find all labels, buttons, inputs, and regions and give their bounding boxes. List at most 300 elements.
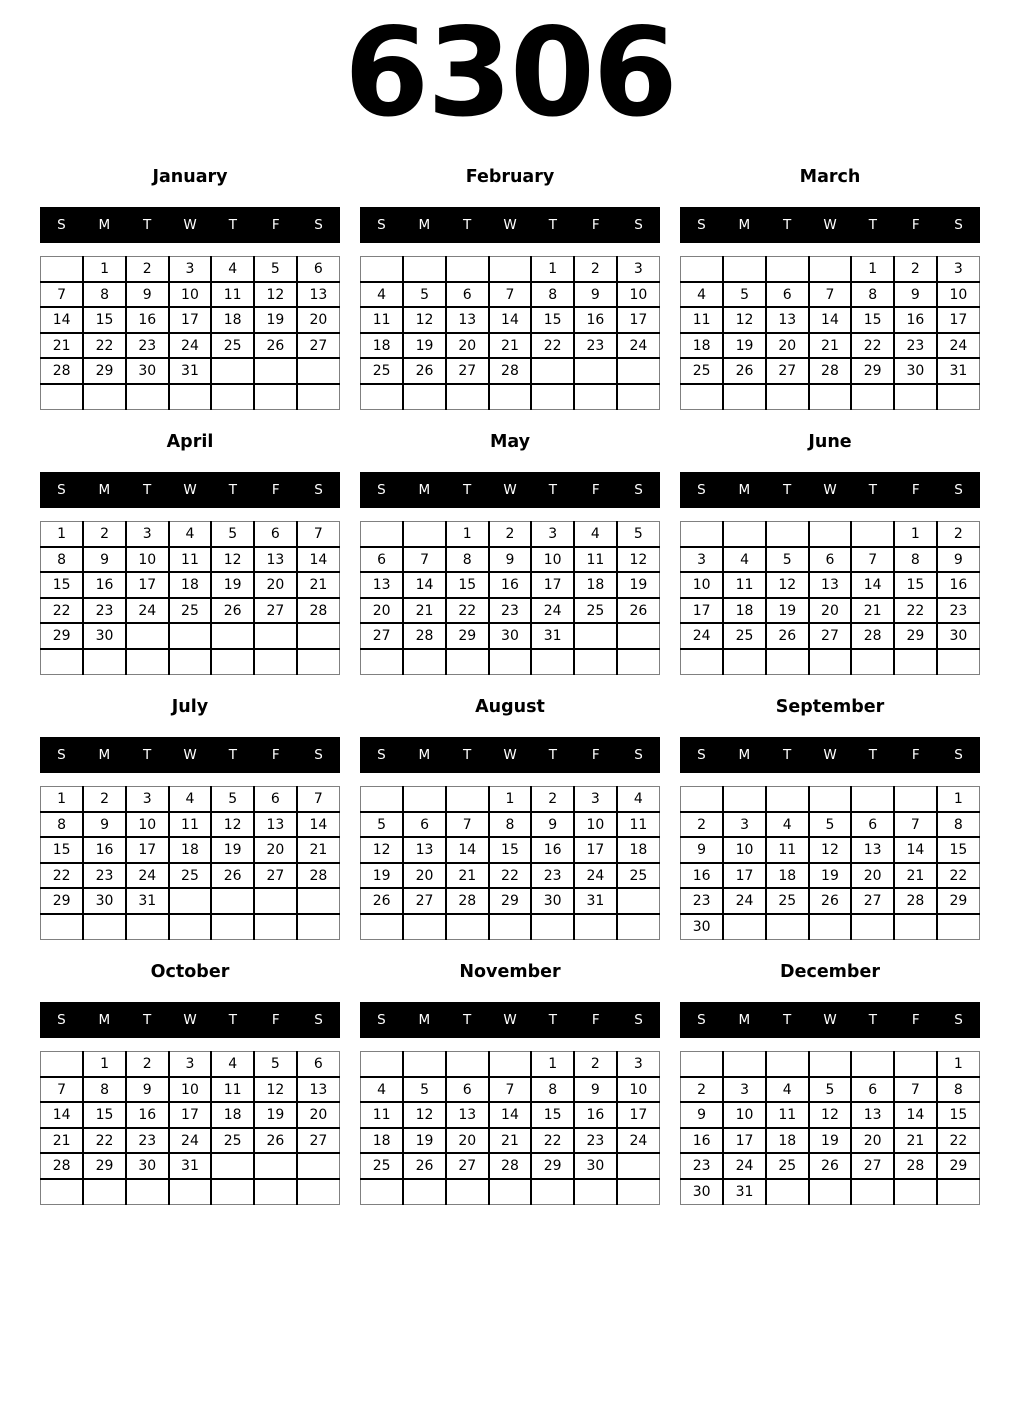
day-cell <box>809 256 852 282</box>
week-row <box>41 1179 340 1205</box>
week-row <box>41 1153 340 1179</box>
week-row <box>361 786 660 812</box>
day-cell: 7 <box>489 1077 532 1103</box>
day-cell <box>169 623 212 649</box>
weekday-label: T <box>463 1011 472 1028</box>
weekday-label: W <box>823 481 837 498</box>
day-cell: 17 <box>574 837 617 863</box>
day-cell: 8 <box>937 1077 980 1103</box>
day-cell: 20 <box>851 1128 894 1154</box>
day-cell: 11 <box>617 812 660 838</box>
day-cell: 25 <box>681 358 724 384</box>
weekday-header-bar <box>360 472 660 508</box>
day-cell: 12 <box>403 1102 446 1128</box>
day-cell: 12 <box>361 837 404 863</box>
day-cell: 19 <box>254 307 297 333</box>
day-cell: 9 <box>126 1077 169 1103</box>
day-cell: 8 <box>83 1077 126 1103</box>
week-row <box>361 837 660 863</box>
weekday-label: M <box>98 1011 111 1028</box>
day-cell: 11 <box>361 307 404 333</box>
day-cell: 26 <box>809 888 852 914</box>
week-row <box>361 1179 660 1205</box>
day-cell: 5 <box>809 1077 852 1103</box>
day-cell: 18 <box>169 572 212 598</box>
day-cell: 28 <box>489 358 532 384</box>
month-block <box>360 962 660 1205</box>
day-cell: 9 <box>937 547 980 573</box>
day-cell: 23 <box>681 888 724 914</box>
day-cell: 22 <box>531 333 574 359</box>
day-cell: 24 <box>126 863 169 889</box>
weekday-label: M <box>738 481 751 498</box>
day-cell: 6 <box>403 812 446 838</box>
weekday-label: M <box>738 216 751 233</box>
day-cell: 6 <box>851 812 894 838</box>
day-cell: 18 <box>617 837 660 863</box>
weekday-label: F <box>911 1011 920 1028</box>
day-cell: 2 <box>126 1051 169 1077</box>
day-cell <box>254 358 297 384</box>
day-cell: 13 <box>446 1102 489 1128</box>
weekday-label: W <box>823 1011 837 1028</box>
day-cell <box>574 1179 617 1205</box>
day-cell: 13 <box>361 572 404 598</box>
day-cell <box>297 358 340 384</box>
day-cell <box>446 256 489 282</box>
day-cell: 9 <box>681 837 724 863</box>
day-cell: 10 <box>681 572 724 598</box>
weekday-label: F <box>271 1011 280 1028</box>
day-cell: 26 <box>254 333 297 359</box>
day-cell: 27 <box>297 1128 340 1154</box>
week-row <box>361 812 660 838</box>
week-row <box>361 282 660 308</box>
day-cell: 21 <box>403 598 446 624</box>
day-cell: 10 <box>617 282 660 308</box>
day-cell: 18 <box>681 333 724 359</box>
day-cell <box>723 914 766 940</box>
day-cell: 16 <box>681 863 724 889</box>
weekday-label: W <box>823 746 837 763</box>
day-cell <box>723 649 766 675</box>
day-cell <box>169 384 212 410</box>
day-cell: 12 <box>403 307 446 333</box>
day-cell: 12 <box>617 547 660 573</box>
day-cell: 17 <box>617 307 660 333</box>
weekday-header-bar <box>360 737 660 773</box>
day-cell: 4 <box>361 282 404 308</box>
day-cell <box>446 649 489 675</box>
day-cell: 3 <box>126 786 169 812</box>
day-cell: 18 <box>211 1102 254 1128</box>
day-cell <box>617 649 660 675</box>
day-cell: 13 <box>851 1102 894 1128</box>
month-title: March <box>799 166 861 187</box>
day-cell <box>851 1179 894 1205</box>
day-cell: 22 <box>83 333 126 359</box>
week-row <box>361 914 660 940</box>
day-cell <box>126 623 169 649</box>
weekday-label: T <box>548 746 557 763</box>
day-cell: 26 <box>809 1153 852 1179</box>
weekday-label: M <box>738 746 751 763</box>
day-cell <box>297 1179 340 1205</box>
week-row <box>41 521 340 547</box>
day-cell: 24 <box>169 1128 212 1154</box>
day-cell <box>809 649 852 675</box>
day-cell: 30 <box>894 358 937 384</box>
day-cell: 9 <box>894 282 937 308</box>
day-cell: 29 <box>83 358 126 384</box>
day-cell <box>894 786 937 812</box>
day-cell: 3 <box>169 256 212 282</box>
day-cell: 2 <box>531 786 574 812</box>
day-cell: 27 <box>254 598 297 624</box>
day-cell <box>723 256 766 282</box>
day-cell: 29 <box>937 888 980 914</box>
day-cell: 14 <box>809 307 852 333</box>
day-cell: 21 <box>809 333 852 359</box>
day-cell <box>83 914 126 940</box>
day-cell: 15 <box>851 307 894 333</box>
calendar-table <box>680 786 980 940</box>
day-cell: 28 <box>446 888 489 914</box>
day-cell: 17 <box>937 307 980 333</box>
day-cell: 19 <box>617 572 660 598</box>
week-row <box>361 384 660 410</box>
day-cell: 4 <box>361 1077 404 1103</box>
day-cell: 12 <box>809 1102 852 1128</box>
day-cell: 19 <box>809 1128 852 1154</box>
day-cell: 26 <box>254 1128 297 1154</box>
day-cell: 2 <box>126 256 169 282</box>
month-block <box>680 697 980 940</box>
weekday-label: M <box>98 746 111 763</box>
day-cell <box>211 1179 254 1205</box>
day-cell <box>681 786 724 812</box>
day-cell <box>681 384 724 410</box>
day-cell <box>361 256 404 282</box>
day-cell <box>211 914 254 940</box>
weekday-label: T <box>143 1011 152 1028</box>
weekday-label: M <box>418 216 431 233</box>
month-title: November <box>459 961 561 982</box>
day-cell: 10 <box>723 837 766 863</box>
day-cell <box>809 786 852 812</box>
day-cell: 6 <box>297 256 340 282</box>
week-row <box>681 572 980 598</box>
day-cell <box>851 786 894 812</box>
month-title: June <box>808 431 852 452</box>
day-cell: 21 <box>41 333 84 359</box>
week-row <box>361 358 660 384</box>
day-cell: 11 <box>574 547 617 573</box>
day-cell: 20 <box>446 1128 489 1154</box>
calendar-table <box>680 256 980 410</box>
week-row <box>681 358 980 384</box>
week-row <box>361 572 660 598</box>
day-cell: 22 <box>489 863 532 889</box>
day-cell: 1 <box>489 786 532 812</box>
month-title: December <box>780 961 880 982</box>
day-cell: 24 <box>723 888 766 914</box>
month-block <box>40 962 340 1205</box>
week-row <box>681 1179 980 1205</box>
day-cell: 22 <box>851 333 894 359</box>
weekday-label: F <box>911 216 920 233</box>
day-cell: 25 <box>361 358 404 384</box>
day-cell: 3 <box>681 547 724 573</box>
month-block <box>360 432 660 675</box>
day-cell: 14 <box>446 837 489 863</box>
week-row <box>41 863 340 889</box>
day-cell: 21 <box>894 863 937 889</box>
weekday-header-bar <box>360 1002 660 1038</box>
week-row <box>361 1051 660 1077</box>
week-row <box>41 812 340 838</box>
day-cell: 9 <box>126 282 169 308</box>
day-cell <box>851 1051 894 1077</box>
day-cell: 20 <box>297 307 340 333</box>
day-cell: 24 <box>937 333 980 359</box>
day-cell: 3 <box>531 521 574 547</box>
day-cell <box>617 888 660 914</box>
day-cell: 6 <box>361 547 404 573</box>
day-cell: 26 <box>723 358 766 384</box>
day-cell: 19 <box>809 863 852 889</box>
day-cell: 16 <box>126 1102 169 1128</box>
day-cell: 19 <box>403 1128 446 1154</box>
day-cell: 21 <box>41 1128 84 1154</box>
month-block <box>680 962 980 1205</box>
day-cell: 29 <box>41 623 84 649</box>
day-cell <box>489 914 532 940</box>
week-row <box>361 649 660 675</box>
week-row <box>361 333 660 359</box>
day-cell: 16 <box>574 1102 617 1128</box>
week-row <box>41 1051 340 1077</box>
day-cell: 2 <box>937 521 980 547</box>
week-row <box>681 888 980 914</box>
weekday-label: M <box>98 216 111 233</box>
day-cell: 17 <box>723 863 766 889</box>
day-cell: 10 <box>126 547 169 573</box>
day-cell: 7 <box>851 547 894 573</box>
day-cell: 29 <box>937 1153 980 1179</box>
calendar-table <box>360 1051 660 1205</box>
day-cell: 10 <box>531 547 574 573</box>
day-cell: 30 <box>126 1153 169 1179</box>
day-cell: 18 <box>169 837 212 863</box>
day-cell: 30 <box>574 1153 617 1179</box>
weekday-header-bar <box>680 1002 980 1038</box>
day-cell: 16 <box>894 307 937 333</box>
day-cell <box>403 256 446 282</box>
day-cell: 23 <box>894 333 937 359</box>
calendar-table <box>360 521 660 675</box>
day-cell: 4 <box>169 786 212 812</box>
day-cell: 15 <box>41 837 84 863</box>
weekday-label: F <box>911 746 920 763</box>
day-cell: 7 <box>41 282 84 308</box>
day-cell: 28 <box>41 358 84 384</box>
day-cell <box>489 384 532 410</box>
day-cell: 18 <box>766 1128 809 1154</box>
day-cell: 23 <box>681 1153 724 1179</box>
day-cell: 17 <box>531 572 574 598</box>
weekday-label: W <box>183 216 197 233</box>
weekday-label: S <box>697 746 706 763</box>
day-cell <box>403 521 446 547</box>
day-cell: 1 <box>41 521 84 547</box>
day-cell: 20 <box>254 837 297 863</box>
day-cell <box>211 384 254 410</box>
day-cell: 28 <box>41 1153 84 1179</box>
weekday-label: F <box>271 216 280 233</box>
day-cell: 6 <box>446 1077 489 1103</box>
weekday-label: T <box>463 216 472 233</box>
day-cell: 25 <box>766 1153 809 1179</box>
day-cell <box>254 914 297 940</box>
day-cell: 14 <box>41 307 84 333</box>
weekday-label: T <box>228 1011 237 1028</box>
day-cell: 26 <box>766 623 809 649</box>
day-cell: 1 <box>41 786 84 812</box>
day-cell <box>297 649 340 675</box>
day-cell: 20 <box>809 598 852 624</box>
day-cell <box>766 256 809 282</box>
day-cell: 15 <box>446 572 489 598</box>
month-title: April <box>166 431 214 452</box>
weekday-label: S <box>377 216 386 233</box>
weekday-label: S <box>57 746 66 763</box>
day-cell: 19 <box>723 333 766 359</box>
day-cell: 4 <box>617 786 660 812</box>
weekday-label: F <box>591 216 600 233</box>
day-cell: 7 <box>809 282 852 308</box>
day-cell: 30 <box>489 623 532 649</box>
day-cell <box>403 1051 446 1077</box>
weekday-label: S <box>697 216 706 233</box>
day-cell: 19 <box>254 1102 297 1128</box>
day-cell <box>254 649 297 675</box>
day-cell: 17 <box>126 837 169 863</box>
day-cell: 2 <box>894 256 937 282</box>
day-cell: 28 <box>851 623 894 649</box>
weekday-label: T <box>143 481 152 498</box>
day-cell: 1 <box>83 256 126 282</box>
day-cell: 15 <box>83 1102 126 1128</box>
day-cell: 29 <box>446 623 489 649</box>
day-cell: 6 <box>851 1077 894 1103</box>
day-cell <box>681 521 724 547</box>
day-cell: 7 <box>894 1077 937 1103</box>
day-cell: 28 <box>809 358 852 384</box>
day-cell: 22 <box>446 598 489 624</box>
day-cell: 31 <box>574 888 617 914</box>
day-cell <box>211 1153 254 1179</box>
day-cell <box>894 914 937 940</box>
day-cell: 31 <box>126 888 169 914</box>
day-cell: 25 <box>169 863 212 889</box>
day-cell: 2 <box>681 812 724 838</box>
day-cell: 23 <box>83 863 126 889</box>
day-cell <box>617 623 660 649</box>
day-cell: 31 <box>531 623 574 649</box>
day-cell <box>531 649 574 675</box>
day-cell: 22 <box>531 1128 574 1154</box>
day-cell: 24 <box>169 333 212 359</box>
weekday-header-bar <box>680 207 980 243</box>
day-cell: 3 <box>617 256 660 282</box>
day-cell <box>894 1051 937 1077</box>
weekday-header-bar <box>680 472 980 508</box>
day-cell: 9 <box>574 1077 617 1103</box>
weekday-label: W <box>503 481 517 498</box>
day-cell: 18 <box>361 1128 404 1154</box>
day-cell <box>617 384 660 410</box>
week-row <box>681 521 980 547</box>
week-row <box>681 863 980 889</box>
day-cell: 11 <box>766 1102 809 1128</box>
weekday-label: T <box>228 216 237 233</box>
day-cell <box>894 384 937 410</box>
day-cell: 7 <box>403 547 446 573</box>
day-cell: 24 <box>723 1153 766 1179</box>
day-cell: 12 <box>211 812 254 838</box>
day-cell <box>851 914 894 940</box>
day-cell: 13 <box>809 572 852 598</box>
day-cell <box>211 358 254 384</box>
day-cell: 18 <box>574 572 617 598</box>
day-cell: 28 <box>894 888 937 914</box>
week-row <box>41 598 340 624</box>
week-row <box>681 1077 980 1103</box>
weekday-label: F <box>271 746 280 763</box>
day-cell: 25 <box>211 1128 254 1154</box>
week-row <box>681 914 980 940</box>
day-cell: 29 <box>489 888 532 914</box>
calendar-table <box>680 1051 980 1205</box>
week-row <box>361 307 660 333</box>
day-cell: 22 <box>41 863 84 889</box>
day-cell: 2 <box>574 1051 617 1077</box>
month-block <box>360 697 660 940</box>
day-cell <box>403 786 446 812</box>
day-cell: 22 <box>83 1128 126 1154</box>
day-cell <box>766 384 809 410</box>
day-cell: 3 <box>617 1051 660 1077</box>
day-cell <box>851 384 894 410</box>
calendar-table <box>40 521 340 675</box>
day-cell: 20 <box>446 333 489 359</box>
week-row <box>41 837 340 863</box>
day-cell: 10 <box>617 1077 660 1103</box>
day-cell: 22 <box>41 598 84 624</box>
day-cell: 1 <box>531 256 574 282</box>
day-cell: 8 <box>83 282 126 308</box>
day-cell: 11 <box>169 812 212 838</box>
month-title: July <box>171 696 209 717</box>
weekday-label: M <box>738 1011 751 1028</box>
weekday-label: S <box>954 481 963 498</box>
day-cell <box>446 914 489 940</box>
weekday-label: S <box>954 1011 963 1028</box>
day-cell: 25 <box>574 598 617 624</box>
weekday-label: S <box>314 481 323 498</box>
day-cell <box>574 358 617 384</box>
